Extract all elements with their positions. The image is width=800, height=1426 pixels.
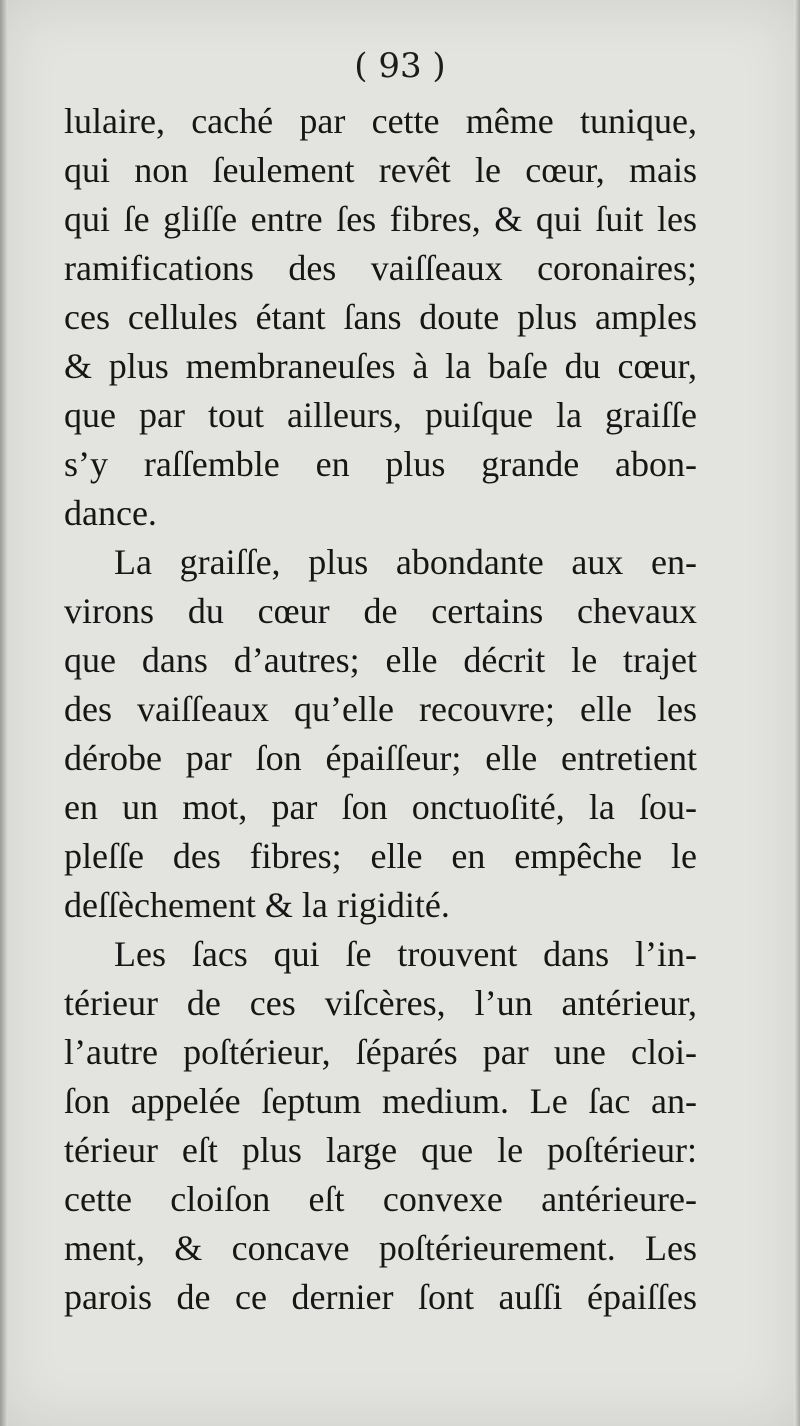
text-line: des vaiſſeaux qu’elle recouvre; elle les (64, 689, 697, 729)
text-line: qui ſe gliſſe entre ſes fibres, & qui ſuit les (64, 199, 697, 239)
paragraph-start-line: La graiſſe, plus abondante aux en- (114, 542, 697, 582)
text-line: ment, & concave poſtérieurement. Les (64, 1228, 697, 1268)
text-line: que par tout ailleurs, puiſque la graiſſe (64, 395, 697, 435)
text-line: dance. (64, 493, 157, 533)
text-line: en un mot, par ſon onctuoſité, la ſou- (64, 787, 697, 827)
text-line: térieur eſt plus large que le poſtérieur: (64, 1130, 697, 1170)
text-line: s’y raſſemble en plus grande abon- (64, 444, 697, 484)
paragraph-start-line: Les ſacs qui ſe trouvent dans l’in- (114, 934, 697, 974)
text-line: & plus membraneuſes à la baſe du cœur, (64, 346, 697, 386)
text-line: ſon appelée ſeptum medium. Le ſac an- (64, 1081, 697, 1121)
text-line: pleſſe des fibres; elle en empêche le (64, 836, 697, 876)
text-line: ramifications des vaiſſeaux coronaires; (64, 248, 697, 288)
text-line: virons du cœur de certains chevaux (64, 591, 697, 631)
text-line: parois de ce dernier ſont auſſi épaiſſes (64, 1277, 697, 1317)
text-line: ces cellules étant ſans doute plus amples (64, 297, 697, 337)
text-line: deſſèchement & la rigidité. (64, 885, 450, 925)
page-number: ( 93 ) (354, 46, 446, 86)
body-text (64, 97, 697, 1322)
page-left-edge (0, 0, 8, 1426)
text-line: que dans d’autres; elle décrit le trajet (64, 640, 697, 680)
text-line: lulaire, caché par cette même tunique, (64, 101, 697, 141)
text-line: térieur de ces viſcères, l’un antérieur, (64, 983, 697, 1023)
text-line: l’autre poſtérieur, ſéparés par une cloi- (64, 1032, 697, 1072)
text-line: dérobe par ſon épaiſſeur; elle entretient (64, 738, 697, 778)
text-line: qui non ſeulement revêt le cœur, mais (64, 150, 697, 190)
page-right-edge (794, 0, 800, 1426)
text-line: cette cloiſon eſt convexe antérieure- (64, 1179, 697, 1219)
